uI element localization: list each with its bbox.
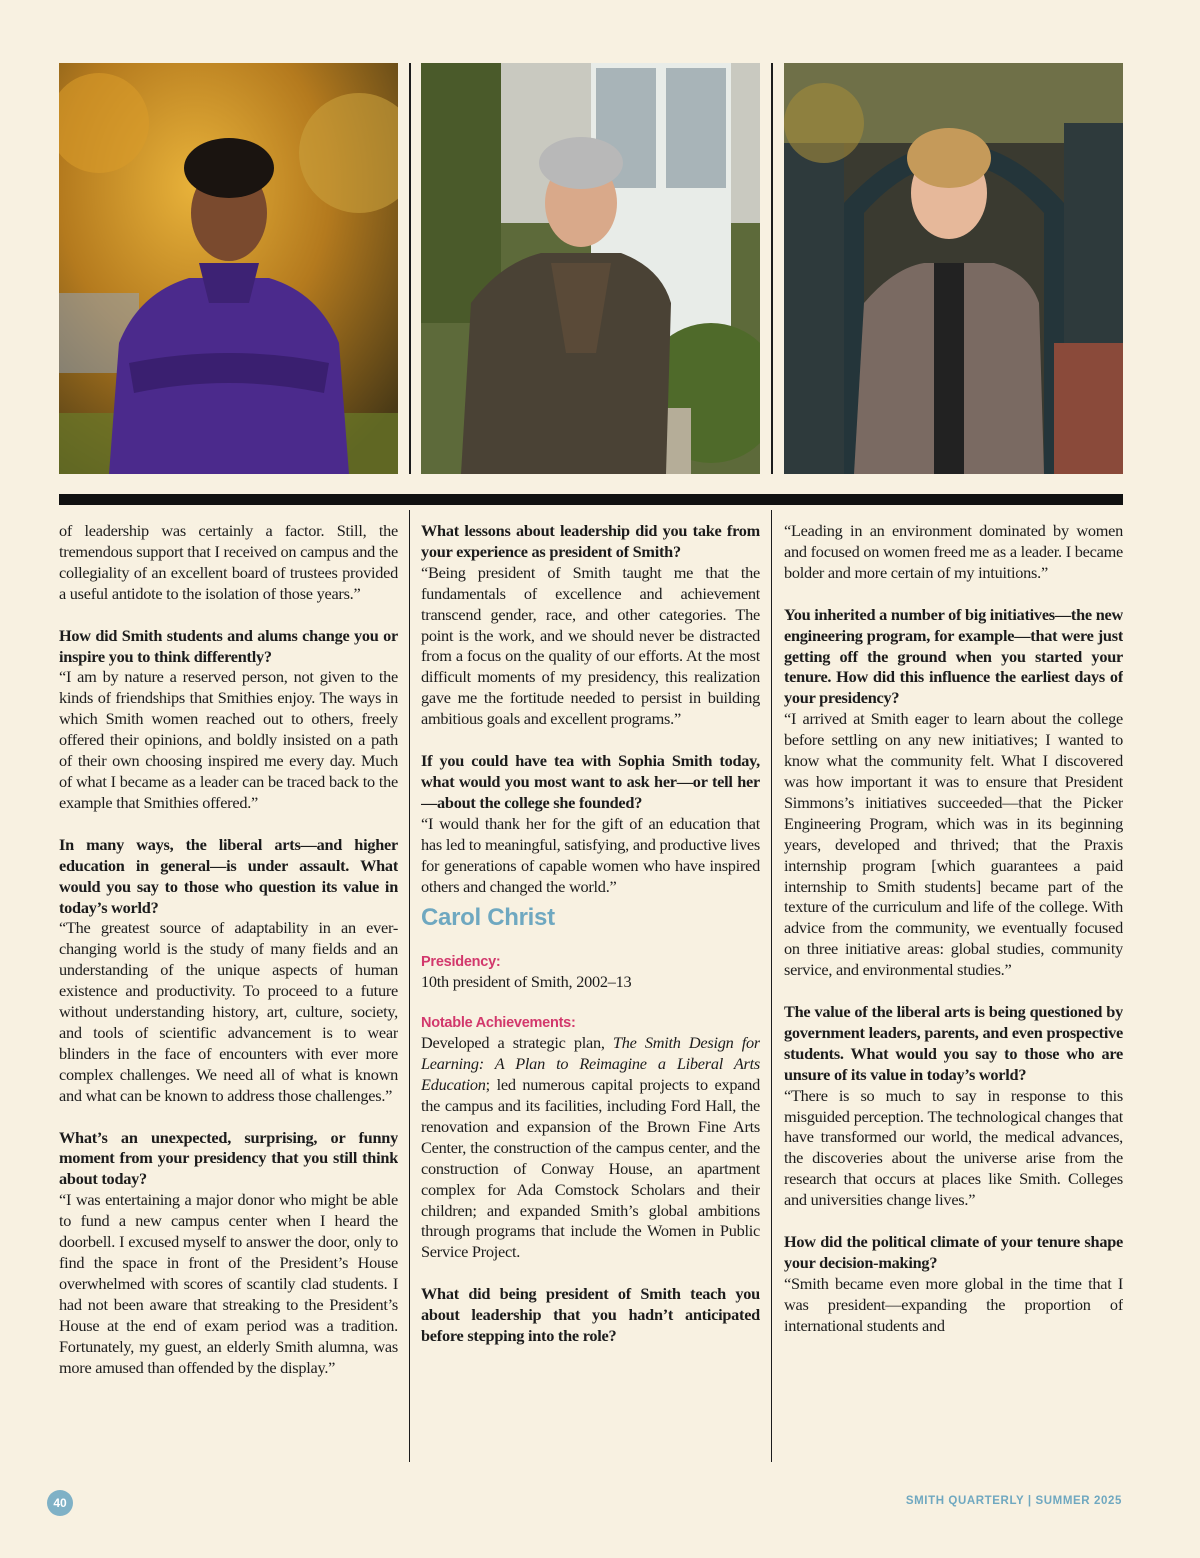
answer: “Smith became even more global in the time that I was president—expanding the proportion of international students and [784, 1273, 1123, 1335]
qa-block [59, 1128, 398, 1379]
achievements-text-pre: Developed a strategic plan, [421, 1033, 613, 1053]
answer: “I arrived at Smith eager to learn about the college before settling on any new initiatives; I wanted to know what the community felt. What I discovered was how important it was to ensure that President Simmons’s initiatives succeeded—that the Picker Engineering Program, which was in its beginning years, developed and thrived; that the Praxis internship program [which guarantees a paid internship to Smith students] became part of the texture of the curriculum and life of the college. With advice from the community, we eventually focused on three initiative areas: global studies, community service, and environmental studies.” [784, 709, 1123, 980]
president-name-heading: Carol Christ [421, 904, 555, 932]
answer: “I am by nature a reserved person, not given to the kinds of friendships that Smithies enjoy. The ways in which Smith women reached out to others, freely offered their opinions, and boldly insisted on a path of their own choosing inspired me every day. Much of what I became as a leader can be traced back to the example that Smithies offered.” [59, 667, 398, 812]
achievements-label: Notable Achievements: [421, 1015, 576, 1032]
portrait-image [421, 63, 760, 474]
answer: “The greatest source of adaptability in an ever-changing world is the study of many fields and an understanding of the unique aspects of human existence and productivity. To proceed to a future without understanding history, art, culture, society, and tools of scientific advancement is to wear blinders in the face of encounters with ever more complex challenges. We need all of what is known and what can be known to address those challenges.” [59, 918, 398, 1105]
answer: “I was entertaining a major donor who might be able to fund a new campus center when I heard the doorbell. I excused myself to answer the door, only to find the space in front of the President’s House overwhelmed with scores of scantily clad students. I had not been aware that streaking to the President’s House at the end of exam period was a tradition. Fortunately, my guest, an elderly Smith alumna, was more amused than offended by the display.” [59, 1190, 398, 1377]
question: What lessons about leadership did you take from your experience as president of Smith? [421, 521, 760, 561]
strategic-plan-title: The Smith Design for Learning: A Plan to Reimagine a Liberal Arts Education [421, 1033, 760, 1095]
photo-ruth-simmons [59, 63, 398, 474]
section-divider-bar [59, 494, 1123, 505]
photo-carol-christ [421, 63, 760, 474]
qa-block [784, 1232, 1123, 1337]
qa-block [784, 605, 1123, 981]
presidency-block [421, 953, 760, 993]
question: How did Smith students and alums change you or inspire you to think differently? [59, 625, 398, 666]
question: You inherited a number of big initiatives—the new engineering program, for example—that were just getting off the ground when you started your tenure. How did this influence the earliest days of your presidency? [784, 604, 1123, 708]
column-rule [771, 510, 772, 1462]
photo-divider [409, 63, 411, 474]
presidency-value: 10th president of Smith, 2002–13 [421, 972, 632, 992]
question: What did being president of Smith teach you about leadership that you hadn’t anticipated before stepping into the role? [421, 1284, 760, 1346]
photo-divider [771, 63, 773, 474]
qa-block [421, 751, 760, 897]
achievements-text-post: ; led numerous capital projects to expand the campus and its facilities, including Ford Hall, the renovation and expansion of the Brown Fine Arts Center, the construction of the campus center, and the construction of Conway House, an apartment complex for Ada Comstock Scholars and their children; and expanded Smith’s global ambitions through programs that include the Women in Public Service Project. [421, 1075, 760, 1262]
question: In many ways, the liberal arts—and higher education in general—is under assault. What would you say to those who question its value in today’s world? [59, 834, 398, 917]
portrait-image [59, 63, 398, 474]
qa-block [59, 626, 398, 814]
achievements-block [421, 1014, 760, 1263]
article-column-2 [421, 521, 760, 1466]
answer: “I would thank her for the gift of an education that has led to meaningful, satisfying, and productive lives for generations of capable women who have inspired others and changed the world.” [421, 813, 760, 896]
running-footer: SMITH QUARTERLY | SUMMER 2025 [905, 1495, 1122, 1507]
article-column-3 [784, 521, 1123, 1466]
qa-block [784, 1002, 1123, 1211]
presidency-label: Presidency: [421, 954, 501, 971]
question: What’s an unexpected, surprising, or funny moment from your presidency that you still think about today? [59, 1127, 398, 1189]
qa-block [59, 835, 398, 1107]
page-number-badge: 40 [47, 1490, 73, 1516]
question: If you could have tea with Sophia Smith today, what would you most want to ask her—or tell her—about the college she founded? [421, 751, 760, 812]
answer-paragraph: of leadership was certainly a factor. Still, the tremendous support that I received on campus and the collegiality of an excellent board of trustees provided a useful antidote to the isolation of those years.” [59, 521, 398, 603]
qa-block [421, 521, 760, 730]
answer: “There is so much to say in response to this misguided perception. The technological changes that have transformed our world, the medical advances, the discoveries about the universe arise from the research that occurs at places like Smith. Colleges and universities change lives.” [784, 1085, 1123, 1210]
answer: “Being president of Smith taught me that the fundamentals of excellence and achievement transcend gender, race, and other categories. The point is the work, and we should never be distracted from a focus on the quality of our efforts. At the most difficult moments of my presidency, this realization gave me the fortitude needed to persist in building ambitious goals and excellent programs.” [421, 562, 760, 729]
qa-block [421, 1284, 760, 1347]
question: How did the political climate of your tenure shape your decision-making? [784, 1232, 1123, 1272]
question: The value of the liberal arts is being questioned by government leaders, parents, and even prospective students. What would you say to those who are unsure of its value in today’s world? [784, 1002, 1123, 1084]
photo-kathleen-mccartney [784, 63, 1123, 474]
portrait-image [784, 63, 1123, 474]
answer-paragraph: “Leading in an environment dominated by women and focused on women freed me as a leader. I became bolder and more certain of my intuitions.” [784, 521, 1123, 582]
article-column-1 [59, 521, 398, 1466]
column-rule [409, 510, 410, 1462]
